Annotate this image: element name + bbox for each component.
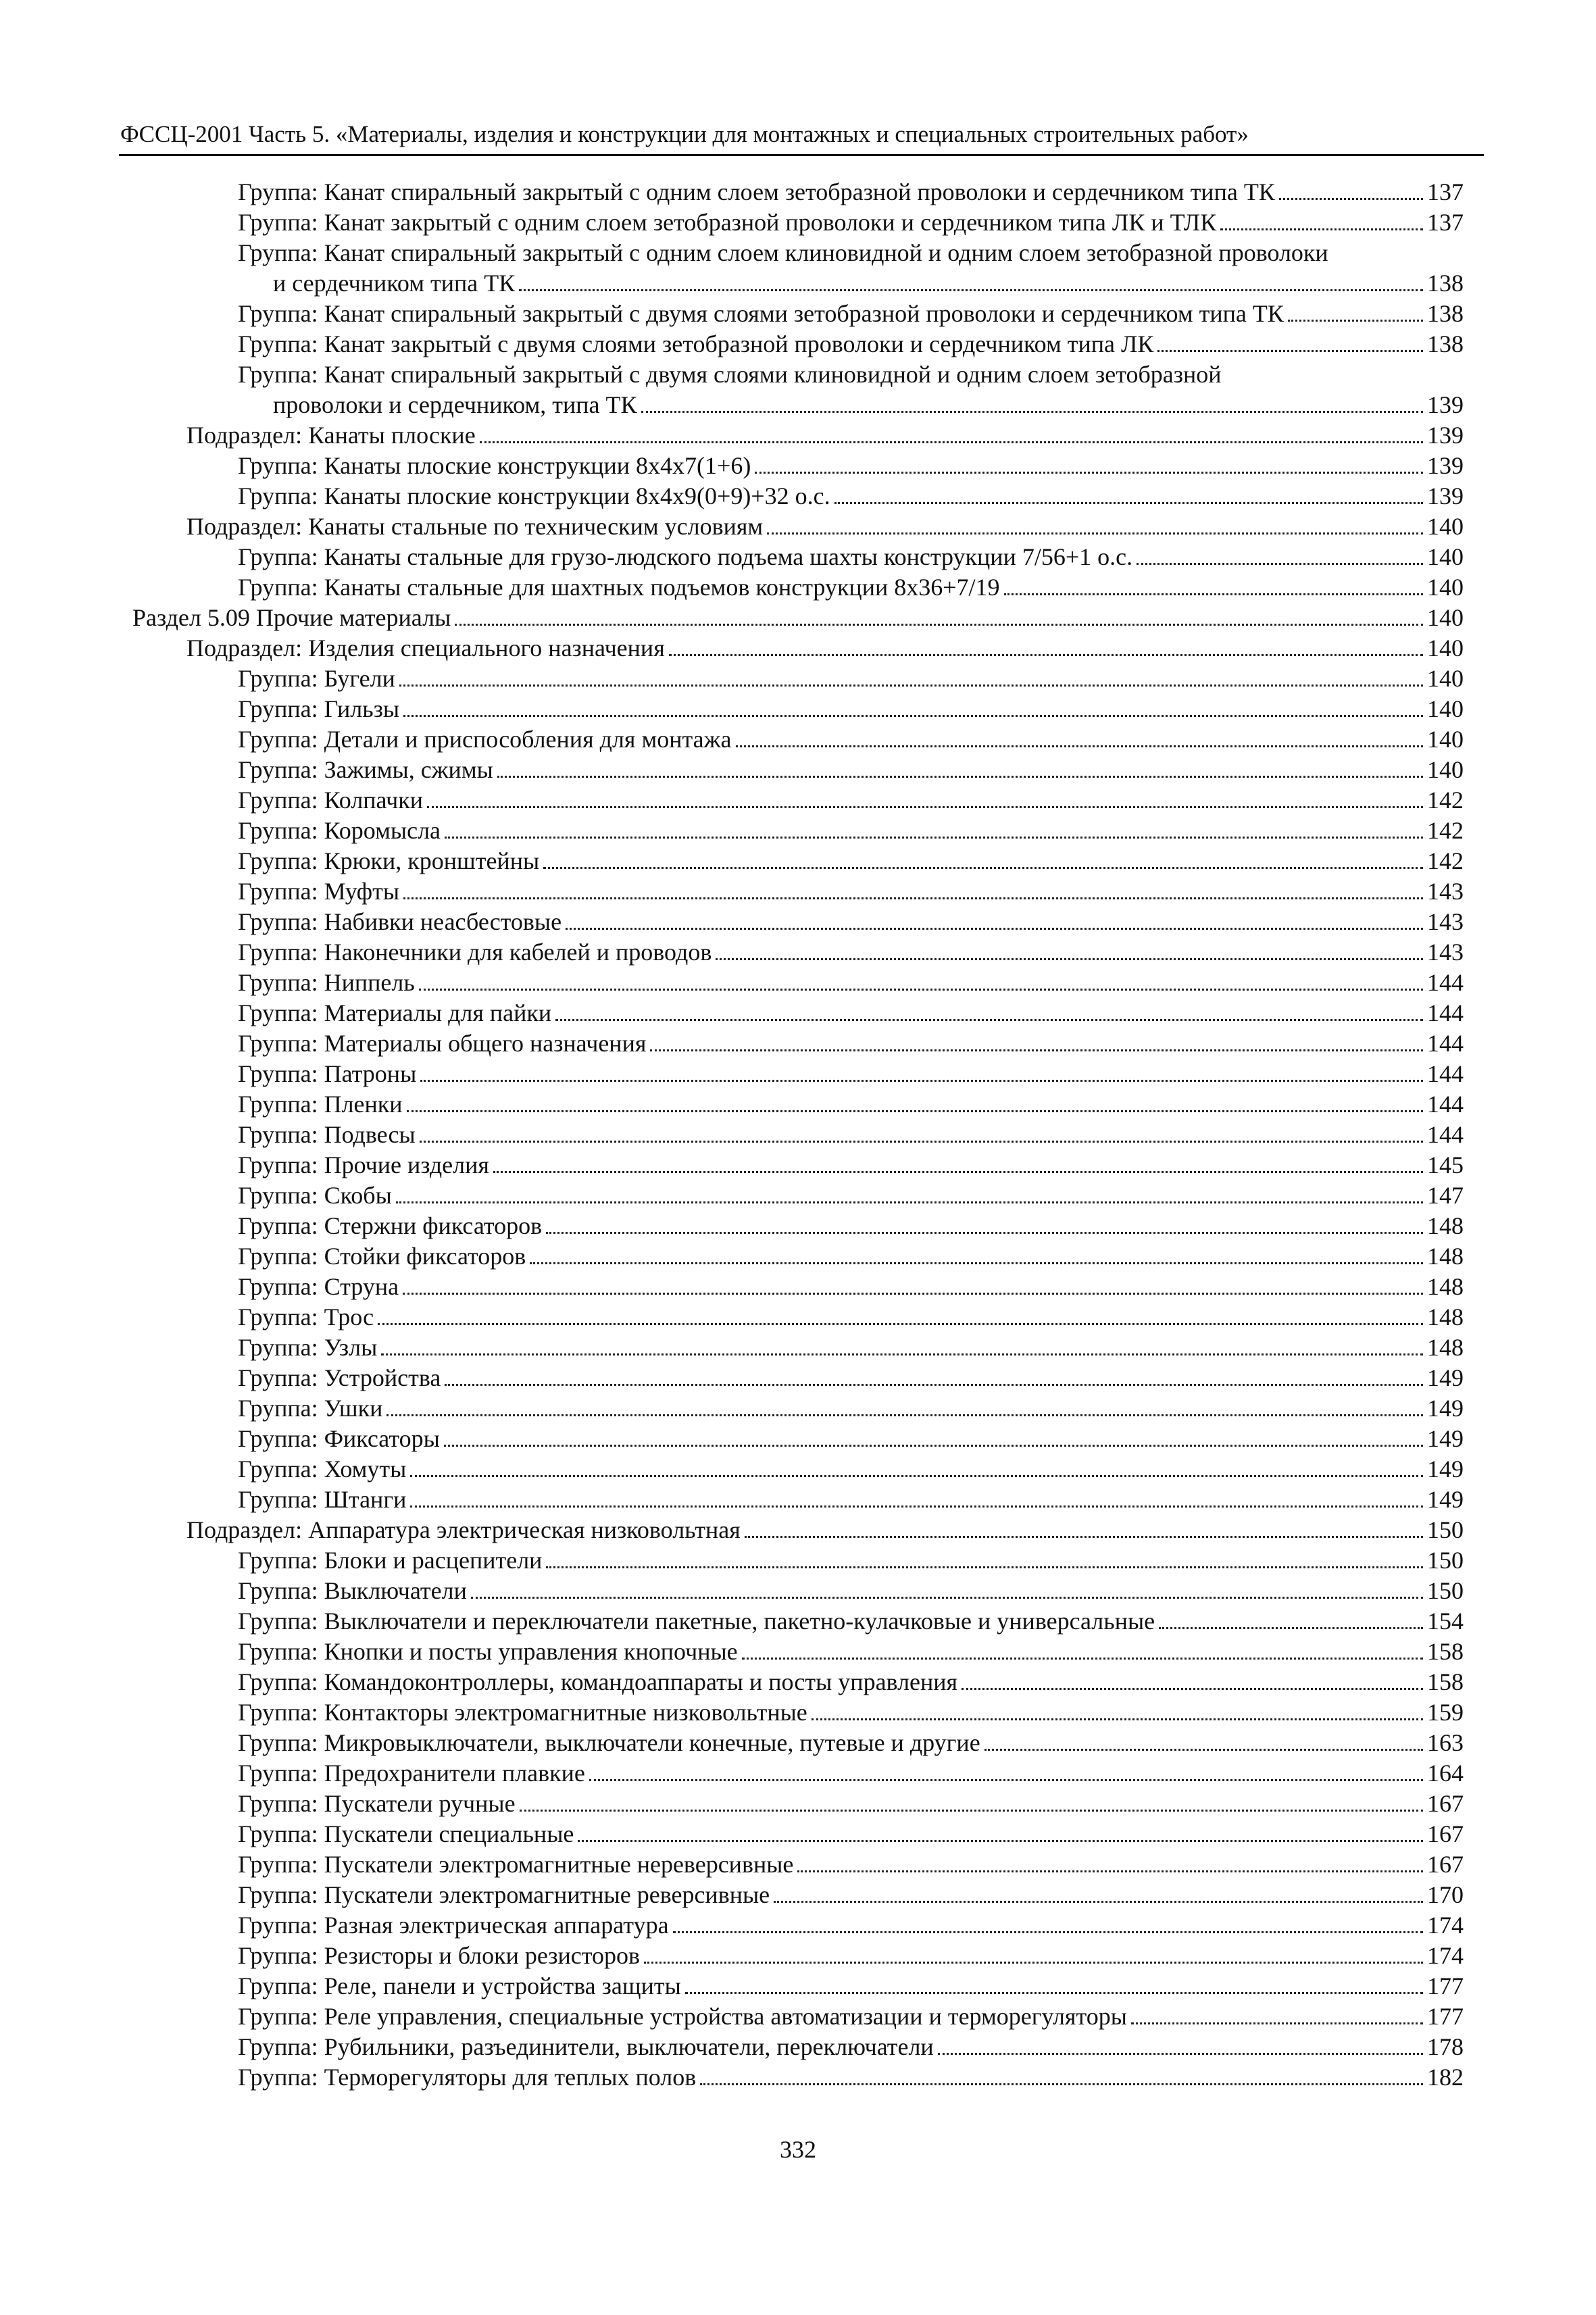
toc-page-number: 164	[1427, 1760, 1464, 1787]
dot-leader	[1159, 1627, 1423, 1629]
toc-group-entry	[238, 542, 1464, 572]
dot-leader	[745, 1536, 1423, 1538]
dot-leader	[1288, 320, 1423, 322]
dot-leader	[685, 1992, 1423, 1994]
table-of-contents	[0, 177, 1596, 2093]
toc-entry-title: Группа: Кнопки и посты управления кнопочные	[238, 1638, 738, 1665]
toc-page-number: 140	[1427, 695, 1464, 722]
toc-group-entry	[238, 1485, 1464, 1515]
toc-entry-title: Группа: Выключатели	[238, 1577, 467, 1604]
toc-page-number: 144	[1427, 1121, 1464, 1148]
dot-leader	[673, 1931, 1423, 1933]
toc-group-entry	[238, 1424, 1464, 1454]
toc-page-number: 148	[1427, 1334, 1464, 1361]
toc-page-number: 138	[1427, 300, 1464, 327]
toc-group-entry	[238, 1454, 1464, 1485]
dot-leader	[1157, 350, 1423, 352]
toc-page-number: 177	[1427, 1972, 1464, 1999]
dot-leader	[755, 472, 1423, 474]
toc-entry-title: Группа: Струна	[238, 1273, 399, 1300]
toc-page-number: 178	[1427, 2033, 1464, 2060]
toc-entry-title: Группа: Патроны	[238, 1060, 417, 1087]
toc-page-number: 158	[1427, 1668, 1464, 1695]
toc-page-number: 140	[1427, 513, 1464, 540]
toc-group-entry	[238, 1819, 1464, 1849]
toc-group-entry	[238, 968, 1464, 998]
toc-entry-title: Группа: Прочие изделия	[238, 1151, 489, 1178]
toc-entry-title: Раздел 5.09 Прочие материалы	[132, 604, 451, 631]
dot-leader	[471, 1597, 1423, 1599]
toc-entry-title: Группа: Зажимы, сжимы	[238, 756, 493, 783]
toc-entry-title: Группа: Узлы	[238, 1334, 378, 1361]
toc-entry-title: Группа: Канаты стальные для грузо-людского подъема шахты конструкции 7/56+1 о.с.	[238, 543, 1133, 570]
toc-entry-title: Группа: Контакторы электромагнитные низковольтные	[238, 1699, 807, 1726]
toc-group-entry	[238, 1272, 1464, 1302]
toc-entry-title: Группа: Коромысла	[238, 817, 441, 844]
toc-entry-title: Подраздел: Изделия специального назначения	[186, 634, 665, 662]
toc-entry-title: Группа: Микровыключатели, выключатели конечные, путевые и другие	[238, 1729, 980, 1756]
dot-leader	[650, 1049, 1423, 1051]
toc-entry-title: Группа: Рубильники, разъединители, выключатели, переключатели	[238, 2033, 934, 2060]
toc-entry-title: Группа: Набивки неасбестовые	[238, 908, 562, 935]
toc-page-number: 144	[1427, 999, 1464, 1026]
dot-leader	[386, 1414, 1423, 1416]
toc-group-entry	[238, 1880, 1464, 1910]
toc-entry-title: Подраздел: Канаты стальные по техническим условиям	[186, 513, 764, 540]
dot-leader	[1220, 228, 1423, 230]
toc-group-entry	[238, 481, 1464, 512]
toc-group-entry	[238, 1728, 1464, 1758]
dot-leader	[455, 624, 1423, 626]
toc-group-entry	[238, 1606, 1464, 1637]
dot-leader	[589, 1779, 1423, 1781]
dot-leader	[1004, 593, 1423, 595]
toc-entry-title: Группа: Хомуты	[238, 1455, 407, 1483]
toc-entry-title-line2: проволоки и сердечником, типа ТК	[273, 391, 637, 418]
toc-page-number: 159	[1427, 1699, 1464, 1726]
toc-page-number: 140	[1427, 665, 1464, 692]
dot-leader	[445, 837, 1423, 839]
toc-group-entry	[238, 572, 1464, 603]
toc-entry-title: Группа: Канат спиральный закрытый с двумя слоями зетобразной проволоки и сердечником типа ТК	[238, 300, 1284, 327]
toc-page-number: 148	[1427, 1303, 1464, 1330]
dot-leader	[419, 989, 1423, 991]
dot-leader	[520, 1810, 1423, 1812]
toc-group-entry	[238, 1302, 1464, 1333]
toc-group-entry	[238, 1545, 1464, 1576]
toc-page-number: 177	[1427, 2003, 1464, 2030]
dot-leader	[403, 715, 1423, 717]
dot-leader	[578, 1840, 1423, 1842]
toc-group-entry	[238, 1576, 1464, 1606]
toc-entry-title: Группа: Стержни фиксаторов	[238, 1212, 543, 1239]
page-header: ФССЦ-2001 Часть 5. «Материалы, изделия и конструкции для монтажных и специальных строительных работ»	[120, 121, 1249, 147]
toc-group-entry	[238, 1333, 1464, 1363]
toc-page-number: 147	[1427, 1182, 1464, 1209]
toc-page-number: 158	[1427, 1638, 1464, 1665]
toc-entry-title: Группа: Ушки	[238, 1395, 383, 1422]
header-rule	[119, 154, 1484, 156]
toc-entry-title: Группа: Канат спиральный закрытый с одним слоем зетобразной проволоки и сердечником типа ТК	[238, 178, 1275, 205]
toc-page-number: 143	[1427, 939, 1464, 966]
toc-page-number: 149	[1427, 1364, 1464, 1391]
toc-group-entry	[238, 329, 1464, 359]
toc-group-entry	[238, 1941, 1464, 1971]
toc-page-number: 163	[1427, 1729, 1464, 1756]
toc-group-entry	[238, 1241, 1464, 1272]
toc-entry-title-line1: Группа: Канат спиральный закрытый с одним слоем клиновидной и одним слоем зетобразной проволоки	[238, 239, 1328, 266]
toc-group-entry	[238, 2032, 1464, 2062]
dot-leader	[938, 2053, 1423, 2055]
toc-group-entry	[238, 1028, 1464, 1059]
toc-entry-title: Группа: Ниппель	[238, 969, 415, 996]
toc-entry-title: Группа: Трос	[238, 1303, 374, 1330]
toc-group-entry	[238, 876, 1464, 907]
toc-page-number: 144	[1427, 969, 1464, 996]
toc-group-entry	[238, 1697, 1464, 1728]
toc-page-number: 144	[1427, 1091, 1464, 1118]
toc-page-number: 139	[1427, 482, 1464, 509]
toc-entry-title: Группа: Муфты	[238, 878, 400, 905]
toc-group-entry	[238, 816, 1464, 846]
dot-leader	[543, 867, 1423, 869]
toc-group-entry	[238, 1120, 1464, 1150]
toc-entry-title: Группа: Подвесы	[238, 1121, 416, 1148]
toc-group-entry	[238, 1059, 1464, 1089]
dot-leader	[399, 684, 1423, 687]
toc-entry-title: Группа: Блоки и расцепители	[238, 1547, 543, 1574]
toc-group-entry	[238, 694, 1464, 724]
toc-group-entry	[238, 2001, 1464, 2032]
dot-leader	[427, 806, 1423, 808]
toc-entry-title: Группа: Материалы общего назначения	[238, 1030, 647, 1057]
toc-entry-title-line2: и сердечником типа ТК	[273, 270, 516, 297]
toc-entry-title: Группа: Гильзы	[238, 695, 400, 722]
toc-group-entry	[238, 1667, 1464, 1697]
toc-subsection-entry	[186, 1515, 1464, 1545]
toc-entry-title: Группа: Наконечники для кабелей и проводов	[238, 939, 712, 966]
toc-page-number: 149	[1427, 1425, 1464, 1452]
toc-page-number: 142	[1427, 787, 1464, 814]
toc-page-number: 167	[1427, 1820, 1464, 1847]
toc-group-entry	[238, 238, 1464, 299]
dot-leader	[984, 1749, 1423, 1751]
toc-page-number: 140	[1427, 634, 1464, 662]
toc-entry-title: Группа: Командоконтроллеры, командоаппараты и посты управления	[238, 1668, 958, 1695]
toc-page-number: 148	[1427, 1212, 1464, 1239]
dot-leader	[774, 1901, 1423, 1903]
toc-entry-title: Группа: Реле, панели и устройства защиты	[238, 1972, 681, 1999]
toc-group-entry	[238, 1089, 1464, 1120]
toc-entry-title: Группа: Предохранители плавкие	[238, 1760, 585, 1787]
toc-group-entry	[238, 1849, 1464, 1880]
toc-entry-title-line1: Группа: Канат спиральный закрытый с двумя слоями клиновидной и одним слоем зетобразной	[238, 361, 1222, 388]
dot-leader	[1131, 2022, 1423, 2024]
toc-page-number: 150	[1427, 1577, 1464, 1604]
dot-leader	[641, 411, 1424, 413]
toc-page-number: 140	[1427, 543, 1464, 570]
dot-leader	[742, 1658, 1423, 1660]
toc-entry-title: Группа: Канаты плоские конструкции 8х4х7(1+6)	[238, 452, 751, 479]
toc-page-number: 137	[1427, 178, 1464, 205]
toc-page-number: 144	[1427, 1060, 1464, 1087]
toc-page-number: 144	[1427, 1030, 1464, 1057]
toc-entry-title: Группа: Канаты стальные для шахтных подъемов конструкции 8х36+7/19	[238, 574, 1000, 601]
toc-entry-title: Группа: Стойки фиксаторов	[238, 1243, 526, 1270]
toc-entry-title: Группа: Пускатели электромагнитные реверсивные	[238, 1881, 770, 1908]
dot-leader	[445, 1384, 1423, 1386]
dot-leader	[546, 1566, 1423, 1568]
toc-entry-title: Подраздел: Канаты плоские	[186, 422, 476, 449]
dot-leader	[669, 654, 1423, 656]
toc-page-number: 140	[1427, 726, 1464, 753]
dot-leader	[410, 1505, 1423, 1508]
toc-page-number: 174	[1427, 1942, 1464, 1969]
toc-page-number: 139	[1427, 452, 1464, 479]
toc-entry-title: Группа: Штанги	[238, 1486, 407, 1513]
dot-leader	[420, 1080, 1423, 1082]
dot-leader	[812, 1718, 1423, 1720]
toc-page-number: 140	[1427, 756, 1464, 783]
dot-leader	[962, 1688, 1423, 1690]
dot-leader	[396, 1201, 1423, 1203]
toc-page-number: 148	[1427, 1243, 1464, 1270]
dot-leader	[403, 897, 1423, 899]
toc-entry-title: Группа: Выключатели и переключатели пакетные, пакетно-кулачковые и универсальные	[238, 1608, 1155, 1635]
toc-entry-title: Группа: Канаты плоские конструкции 8х4х9(0+9)+32 о.с.	[238, 482, 830, 509]
dot-leader	[555, 1019, 1423, 1021]
dot-leader	[530, 1262, 1423, 1264]
toc-group-entry	[238, 1789, 1464, 1819]
toc-entry-title: Группа: Разная электрическая аппаратура	[238, 1912, 669, 1939]
toc-group-entry	[238, 1211, 1464, 1241]
dot-leader	[493, 1171, 1423, 1173]
toc-group-entry	[238, 937, 1464, 968]
toc-group-entry	[238, 998, 1464, 1028]
dot-leader	[480, 441, 1423, 443]
toc-page-number: 149	[1427, 1395, 1464, 1422]
toc-group-entry	[238, 1637, 1464, 1667]
dot-leader	[420, 1141, 1423, 1143]
toc-entry-title: Группа: Терморегуляторы для теплых полов	[238, 2064, 697, 2091]
toc-entry-title: Группа: Колпачки	[238, 787, 423, 814]
dot-leader	[519, 289, 1423, 291]
toc-group-entry	[238, 299, 1464, 329]
toc-page-number: 167	[1427, 1790, 1464, 1817]
dot-leader	[407, 1110, 1423, 1112]
dot-leader	[546, 1232, 1423, 1234]
dot-leader	[1279, 198, 1423, 200]
toc-group-entry	[238, 724, 1464, 755]
toc-group-entry	[238, 785, 1464, 816]
toc-page-number: 149	[1427, 1455, 1464, 1483]
dot-leader	[716, 958, 1423, 960]
toc-entry-title: Группа: Пускатели ручные	[238, 1790, 516, 1817]
dot-leader	[378, 1323, 1423, 1325]
toc-group-entry	[238, 755, 1464, 785]
toc-page-number: 143	[1427, 908, 1464, 935]
dot-leader	[410, 1475, 1423, 1477]
toc-group-entry	[238, 1758, 1464, 1789]
toc-group-entry	[238, 451, 1464, 481]
toc-page-number: 138	[1427, 330, 1464, 357]
toc-group-entry	[238, 1180, 1464, 1211]
toc-page-number: 167	[1427, 1851, 1464, 1878]
toc-group-entry	[238, 1150, 1464, 1180]
dot-leader	[1137, 563, 1423, 565]
dot-leader	[644, 1962, 1423, 1964]
toc-entry-title: Группа: Резисторы и блоки резисторов	[238, 1942, 641, 1969]
toc-page-number: 142	[1427, 817, 1464, 844]
toc-group-entry	[238, 1971, 1464, 2001]
toc-entry-title: Группа: Пускатели специальные	[238, 1820, 574, 1847]
dot-leader	[444, 1445, 1423, 1447]
toc-page-number: 150	[1427, 1547, 1464, 1574]
dot-leader	[834, 502, 1423, 504]
dot-leader	[497, 776, 1423, 778]
toc-entry-title: Группа: Бугели	[238, 665, 395, 692]
toc-page-number: 149	[1427, 1486, 1464, 1513]
toc-group-entry	[238, 177, 1464, 207]
toc-page-number: 137	[1427, 209, 1464, 236]
dot-leader	[403, 1293, 1423, 1295]
dot-leader	[736, 745, 1423, 747]
toc-page-number: 170	[1427, 1881, 1464, 1908]
toc-page-number: 174	[1427, 1912, 1464, 1939]
toc-entry-title: Подраздел: Аппаратура электрическая низковольтная	[186, 1516, 741, 1543]
dot-leader	[381, 1353, 1423, 1355]
toc-entry-title: Группа: Пускатели электромагнитные нереверсивные	[238, 1851, 794, 1878]
toc-entry-title: Группа: Материалы для пайки	[238, 999, 552, 1026]
toc-entry-title: Группа: Реле управления, специальные устройства автоматизации и терморегуляторы	[238, 2003, 1127, 2030]
toc-page-number: 150	[1427, 1516, 1464, 1543]
toc-group-entry	[238, 1363, 1464, 1393]
toc-page-number: 182	[1427, 2064, 1464, 2091]
toc-entry-title: Группа: Устройства	[238, 1364, 441, 1391]
toc-page-number: 143	[1427, 878, 1464, 905]
toc-page-number: 154	[1427, 1608, 1464, 1635]
toc-page-number: 142	[1427, 847, 1464, 874]
toc-group-entry	[238, 1910, 1464, 1941]
toc-group-entry	[238, 359, 1464, 420]
toc-group-entry	[238, 846, 1464, 876]
toc-entry-title: Группа: Крюки, кронштейны	[238, 847, 540, 874]
toc-subsection-entry	[186, 633, 1464, 664]
dot-leader	[700, 2083, 1423, 2085]
toc-page-number: 140	[1427, 604, 1464, 631]
toc-subsection-entry	[186, 420, 1464, 451]
toc-group-entry	[238, 907, 1464, 937]
toc-page-number: 139	[1427, 391, 1464, 418]
dot-leader	[767, 532, 1423, 534]
toc-entry-title: Группа: Скобы	[238, 1182, 392, 1209]
dot-leader	[797, 1870, 1423, 1872]
toc-entry-title: Группа: Пленки	[238, 1091, 403, 1118]
toc-group-entry	[238, 207, 1464, 238]
toc-subsection-entry	[186, 512, 1464, 542]
dot-leader	[566, 928, 1423, 930]
toc-group-entry	[238, 664, 1464, 694]
toc-entry-title: Группа: Фиксаторы	[238, 1425, 440, 1452]
toc-section-entry	[132, 603, 1464, 633]
page-number: 332	[780, 2136, 816, 2163]
toc-group-entry	[238, 1393, 1464, 1424]
toc-page-number: 138	[1427, 270, 1464, 297]
toc-page-number: 148	[1427, 1273, 1464, 1300]
toc-group-entry	[238, 2062, 1464, 2093]
toc-entry-title: Группа: Канат закрытый с двумя слоями зетобразной проволоки и сердечником типа ЛК	[238, 330, 1154, 357]
toc-page-number: 145	[1427, 1151, 1464, 1178]
toc-page-number: 139	[1427, 422, 1464, 449]
toc-entry-title: Группа: Канат закрытый с одним слоем зетобразной проволоки и сердечником типа ЛК и ТЛК	[238, 209, 1217, 236]
toc-entry-title: Группа: Детали и приспособления для монтажа	[238, 726, 732, 753]
toc-page-number: 140	[1427, 574, 1464, 601]
